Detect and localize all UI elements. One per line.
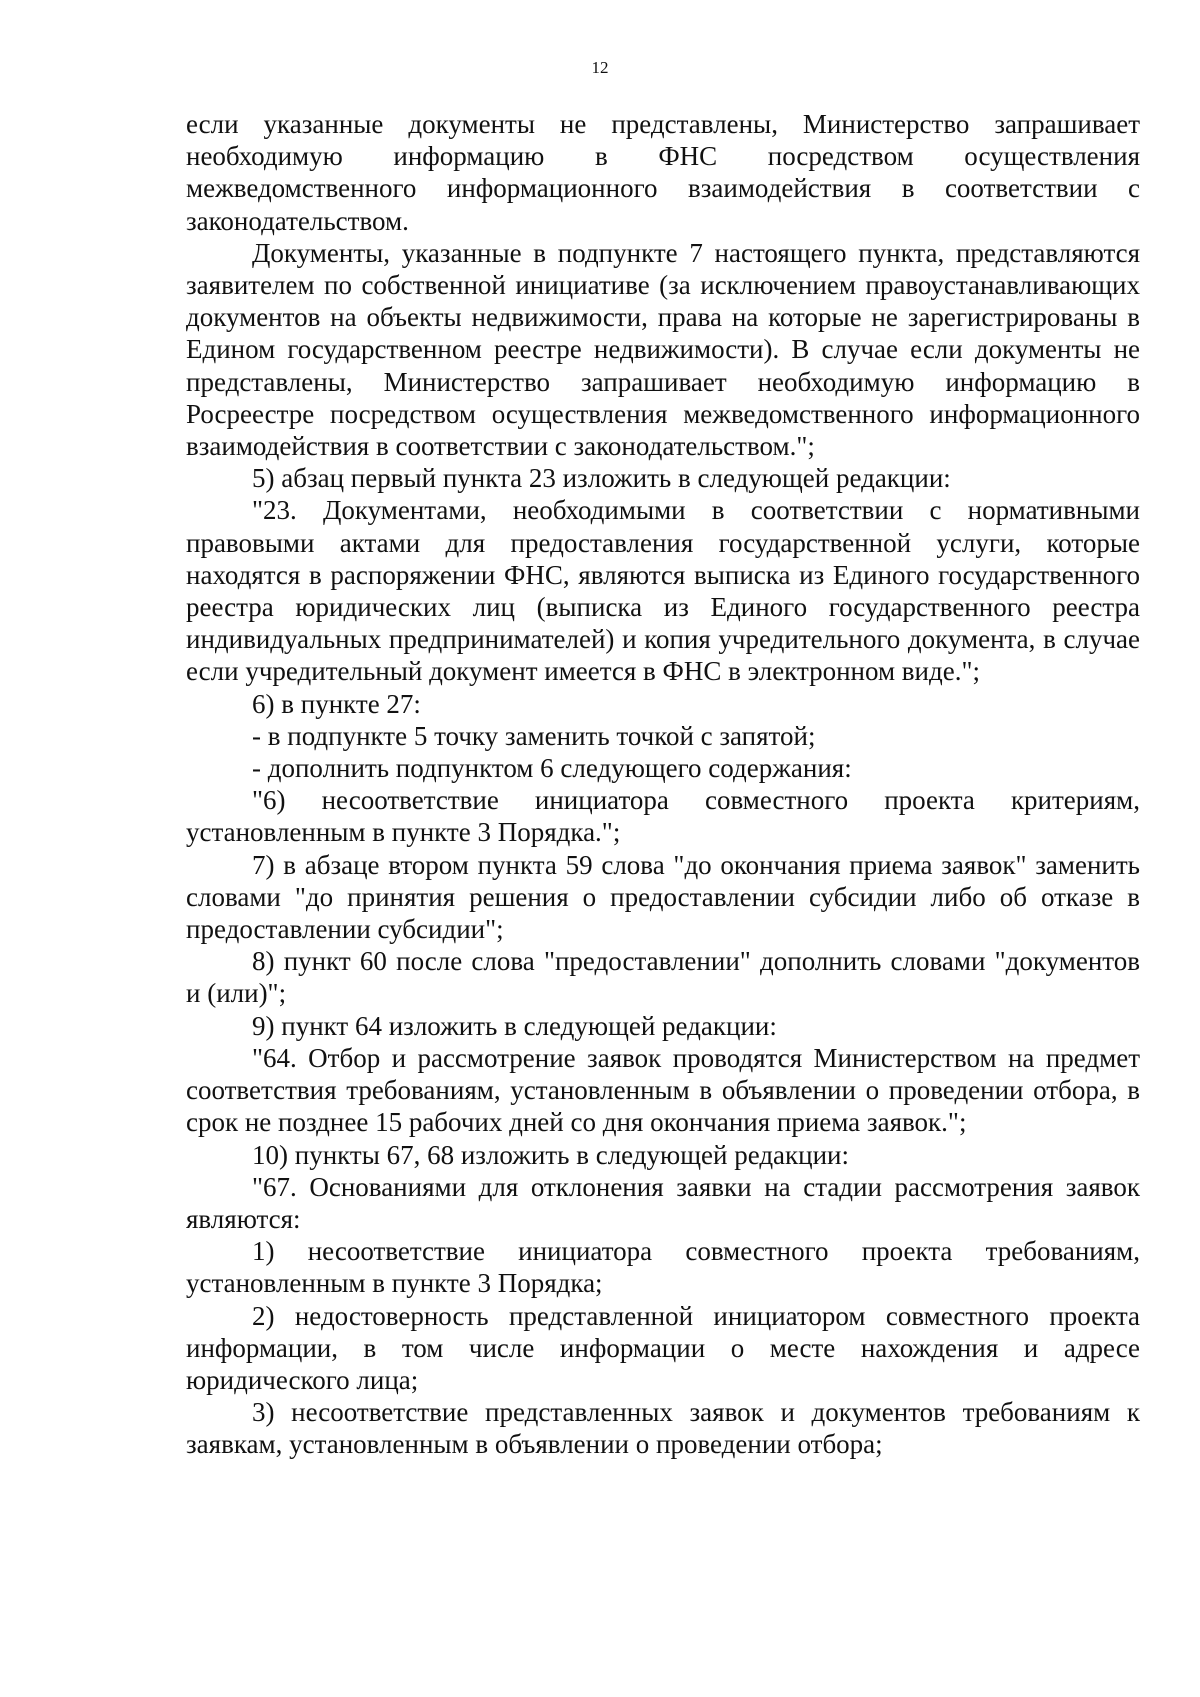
paragraph-item-6-sub-1: - в подпункте 5 точку заменить точкой с запятой; xyxy=(252,720,816,751)
paragraph-point-67-sub-1: 1) несоответствие инициатора совместного проекта требованиям, установленным в пункте 3 Порядка; xyxy=(186,1236,1140,1299)
paragraph-item-5: 5) абзац первый пункта 23 изложить в следующей редакции: xyxy=(252,463,951,494)
page-number: 12 xyxy=(591,58,609,77)
paragraph-item-8: 8) пункт 60 после слова "предоставлении" дополнить словами "документов и (или)"; xyxy=(186,946,1140,1009)
paragraph-continuation: если указанные документы не представлены, Министерство запрашивает необходимую информацию в ФНС посредством осуществления межведомственного информационного взаимодействия в соответствии с законодательством. xyxy=(186,109,1140,236)
document-body xyxy=(186,108,1140,1461)
paragraph-item-6: 6) в пункте 27: xyxy=(252,688,421,719)
paragraph-point-67-sub-2: 2) недостоверность представленной инициатором совместного проекта информации, в том числе информации о месте нахождения и адресе юридического лица; xyxy=(186,1300,1140,1395)
paragraph-documents: Документы, указанные в подпункте 7 настоящего пункта, представляются заявителем по собственной инициативе (за исключением правоустанавливающих документов на объекты недвижимости, права на которые не зарегистрированы в Едином государственном реестре недвижимости). В случае если документы не представлены, Министерство запрашивает необходимую информацию в Росреестре посредством осуществления межведомственного информационного взаимодействия в соответствии с законодательством."; xyxy=(186,237,1140,462)
paragraph-item-6-sub-2: - дополнить подпунктом 6 следующего содержания: xyxy=(252,753,852,784)
paragraph-point-67: "67. Основаниями для отклонения заявки на стадии рассмотрения заявок являются: xyxy=(186,1171,1140,1234)
paragraph-item-9: 9) пункт 64 изложить в следующей редакции: xyxy=(252,1010,777,1041)
paragraph-item-10: 10) пункты 67, 68 изложить в следующей редакции: xyxy=(252,1139,850,1170)
paragraph-item-7: 7) в абзаце втором пункта 59 слова "до окончания приема заявок" заменить словами "до принятия решения о предоставлении субсидии либо об отказе в предоставлении субсидии"; xyxy=(186,849,1140,945)
paragraph-point-67-sub-3: 3) несоответствие представленных заявок и документов требованиям к заявкам, установленным в объявлении о проведении отбора; xyxy=(186,1397,1140,1460)
paragraph-point-64: "64. Отбор и рассмотрение заявок проводятся Министерством на предмет соответствия требованиям, установленным в объявлении о проведении отбора, в срок не позднее 15 рабочих дней со дня окончания приема заявок."; xyxy=(186,1042,1140,1138)
paragraph-point-23: "23. Документами, необходимыми в соответствии с нормативными правовыми актами для предоставления государственной услуги, которые находятся в распоряжении ФНС, являются выписка из Единого государственного реестра юридических лиц (выписка из Единого государственного реестра индивидуальных предпринимателей) и копия учредительного документа, в случае если учредительный документ имеется в ФНС в электронном виде."; xyxy=(186,495,1140,687)
paragraph-subitem-6-text: "6) несоответствие инициатора совместного проекта критериям, установленным в пункте 3 Порядка."; xyxy=(186,785,1140,848)
